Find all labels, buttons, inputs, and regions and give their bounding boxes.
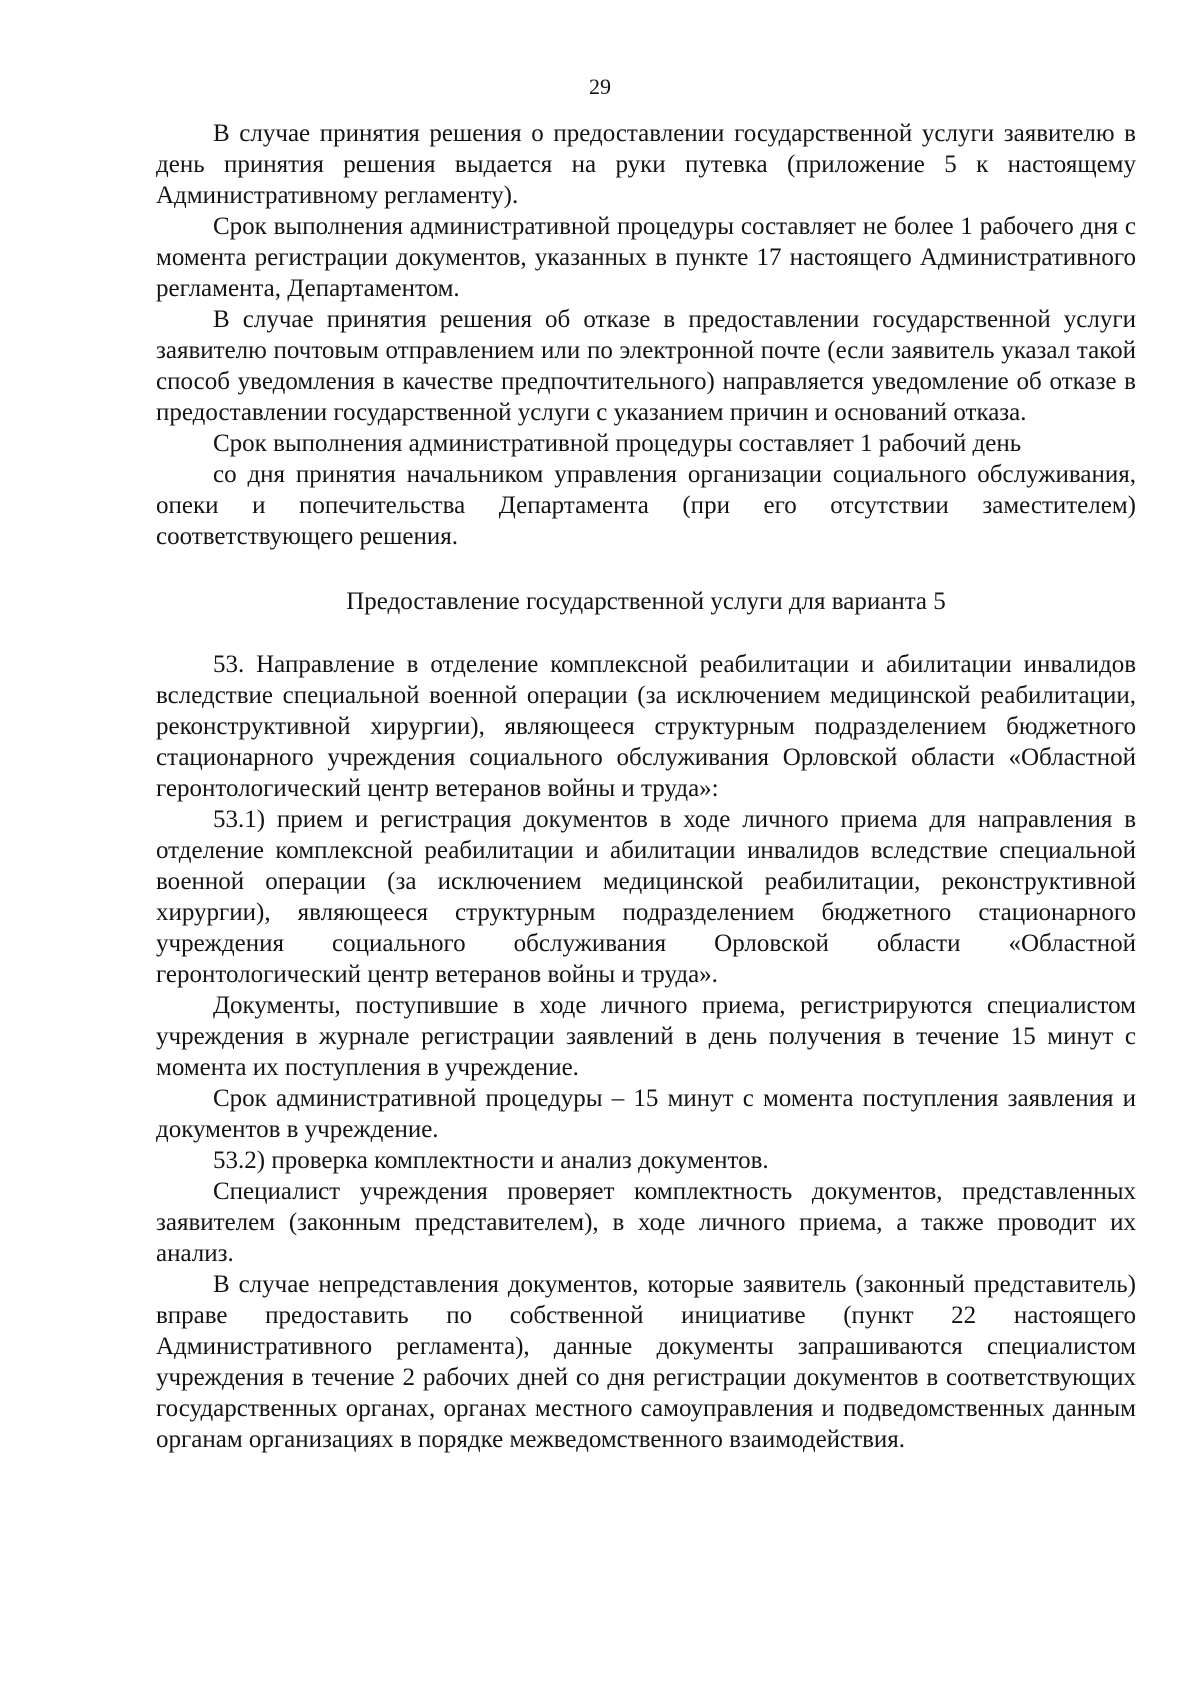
paragraph-53: 53. Направление в отделение комплексной реабилитации и абилитации инвалидов вследствие специальной военной операции (за исключением медицинской реабилитации, реконструктивной хирургии), являющееся структурным подразделением бюджетного стационарного учреждения социального обслуживания Орловской области «Областной геронтологический центр ветеранов войны и труда»: — [156, 651, 1136, 802]
paragraph-interagency: В случае непредставления документов, которые заявитель (законный представитель) вправе предоставить по собственной инициативе (пункт 22 настоящего Административного регламента), данные документы запрашиваются специалистом учреждения в течение 2 рабочих дней со дня регистрации документов в соответствующих государственных органах, органах местного самоуправления и подведомственных данным органам организациях в порядке межведомственного взаимодействия. — [156, 1271, 1136, 1453]
paragraph-specialist-check: Специалист учреждения проверяет комплектность документов, представленных заявителем (законным представителем), в ходе личного приема, а также проводит их анализ. — [156, 1178, 1136, 1267]
page-number: 29 — [589, 74, 611, 99]
document-body — [156, 118, 1136, 1455]
paragraph-refusal: В случае принятия решения об отказе в предоставлении государственной услуги заявителю почтовым отправлением или по электронной почте (если заявитель указал такой способ уведомления в качестве предпочтительного) направляется уведомление об отказе в предоставлении государственной услуги с указанием причин и оснований отказа. — [156, 306, 1136, 426]
paragraph-registration: Документы, поступившие в ходе личного приема, регистрируются специалистом учреждения в журнале регистрации заявлений в день получения в течение 15 минут с момента их поступления в учреждение. — [156, 992, 1136, 1081]
paragraph-53-1: 53.1) прием и регистрация документов в ходе личного приема для направления в отделение комплексной реабилитации и абилитации инвалидов вследствие специальной военной операции (за исключением медицинской реабилитации, реконструктивной хирургии), являющееся структурным подразделением бюджетного стационарного учреждения социального обслуживания Орловской области «Областной геронтологический центр ветеранов войны и труда». — [156, 806, 1136, 988]
paragraph-deadline-2-cont: со дня принятия начальником управления организации социального обслуживания, опеки и попечительства Департамента (при его отсутствии заместителем) соответствующего решения. — [156, 461, 1136, 550]
paragraph-deadline-2: Срок выполнения административной процедуры составляет 1 рабочий день — [213, 430, 1022, 457]
paragraph-decision-issue: В случае принятия решения о предоставлении государственной услуги заявителю в день принятия решения выдается на руки путевка (приложение 5 к настоящему Административному регламенту). — [156, 120, 1136, 209]
section-heading: Предоставление государственной услуги для варианта 5 — [346, 588, 946, 615]
paragraph-53-2: 53.2) проверка комплектности и анализ документов. — [213, 1147, 769, 1174]
paragraph-procedure-term: Срок административной процедуры – 15 минут с момента поступления заявления и документов в учреждение. — [156, 1085, 1136, 1143]
paragraph-deadline-1: Срок выполнения административной процедуры составляет не более 1 рабочего дня с момента регистрации документов, указанных в пункте 17 настоящего Административного регламента, Департаментом. — [156, 213, 1136, 302]
